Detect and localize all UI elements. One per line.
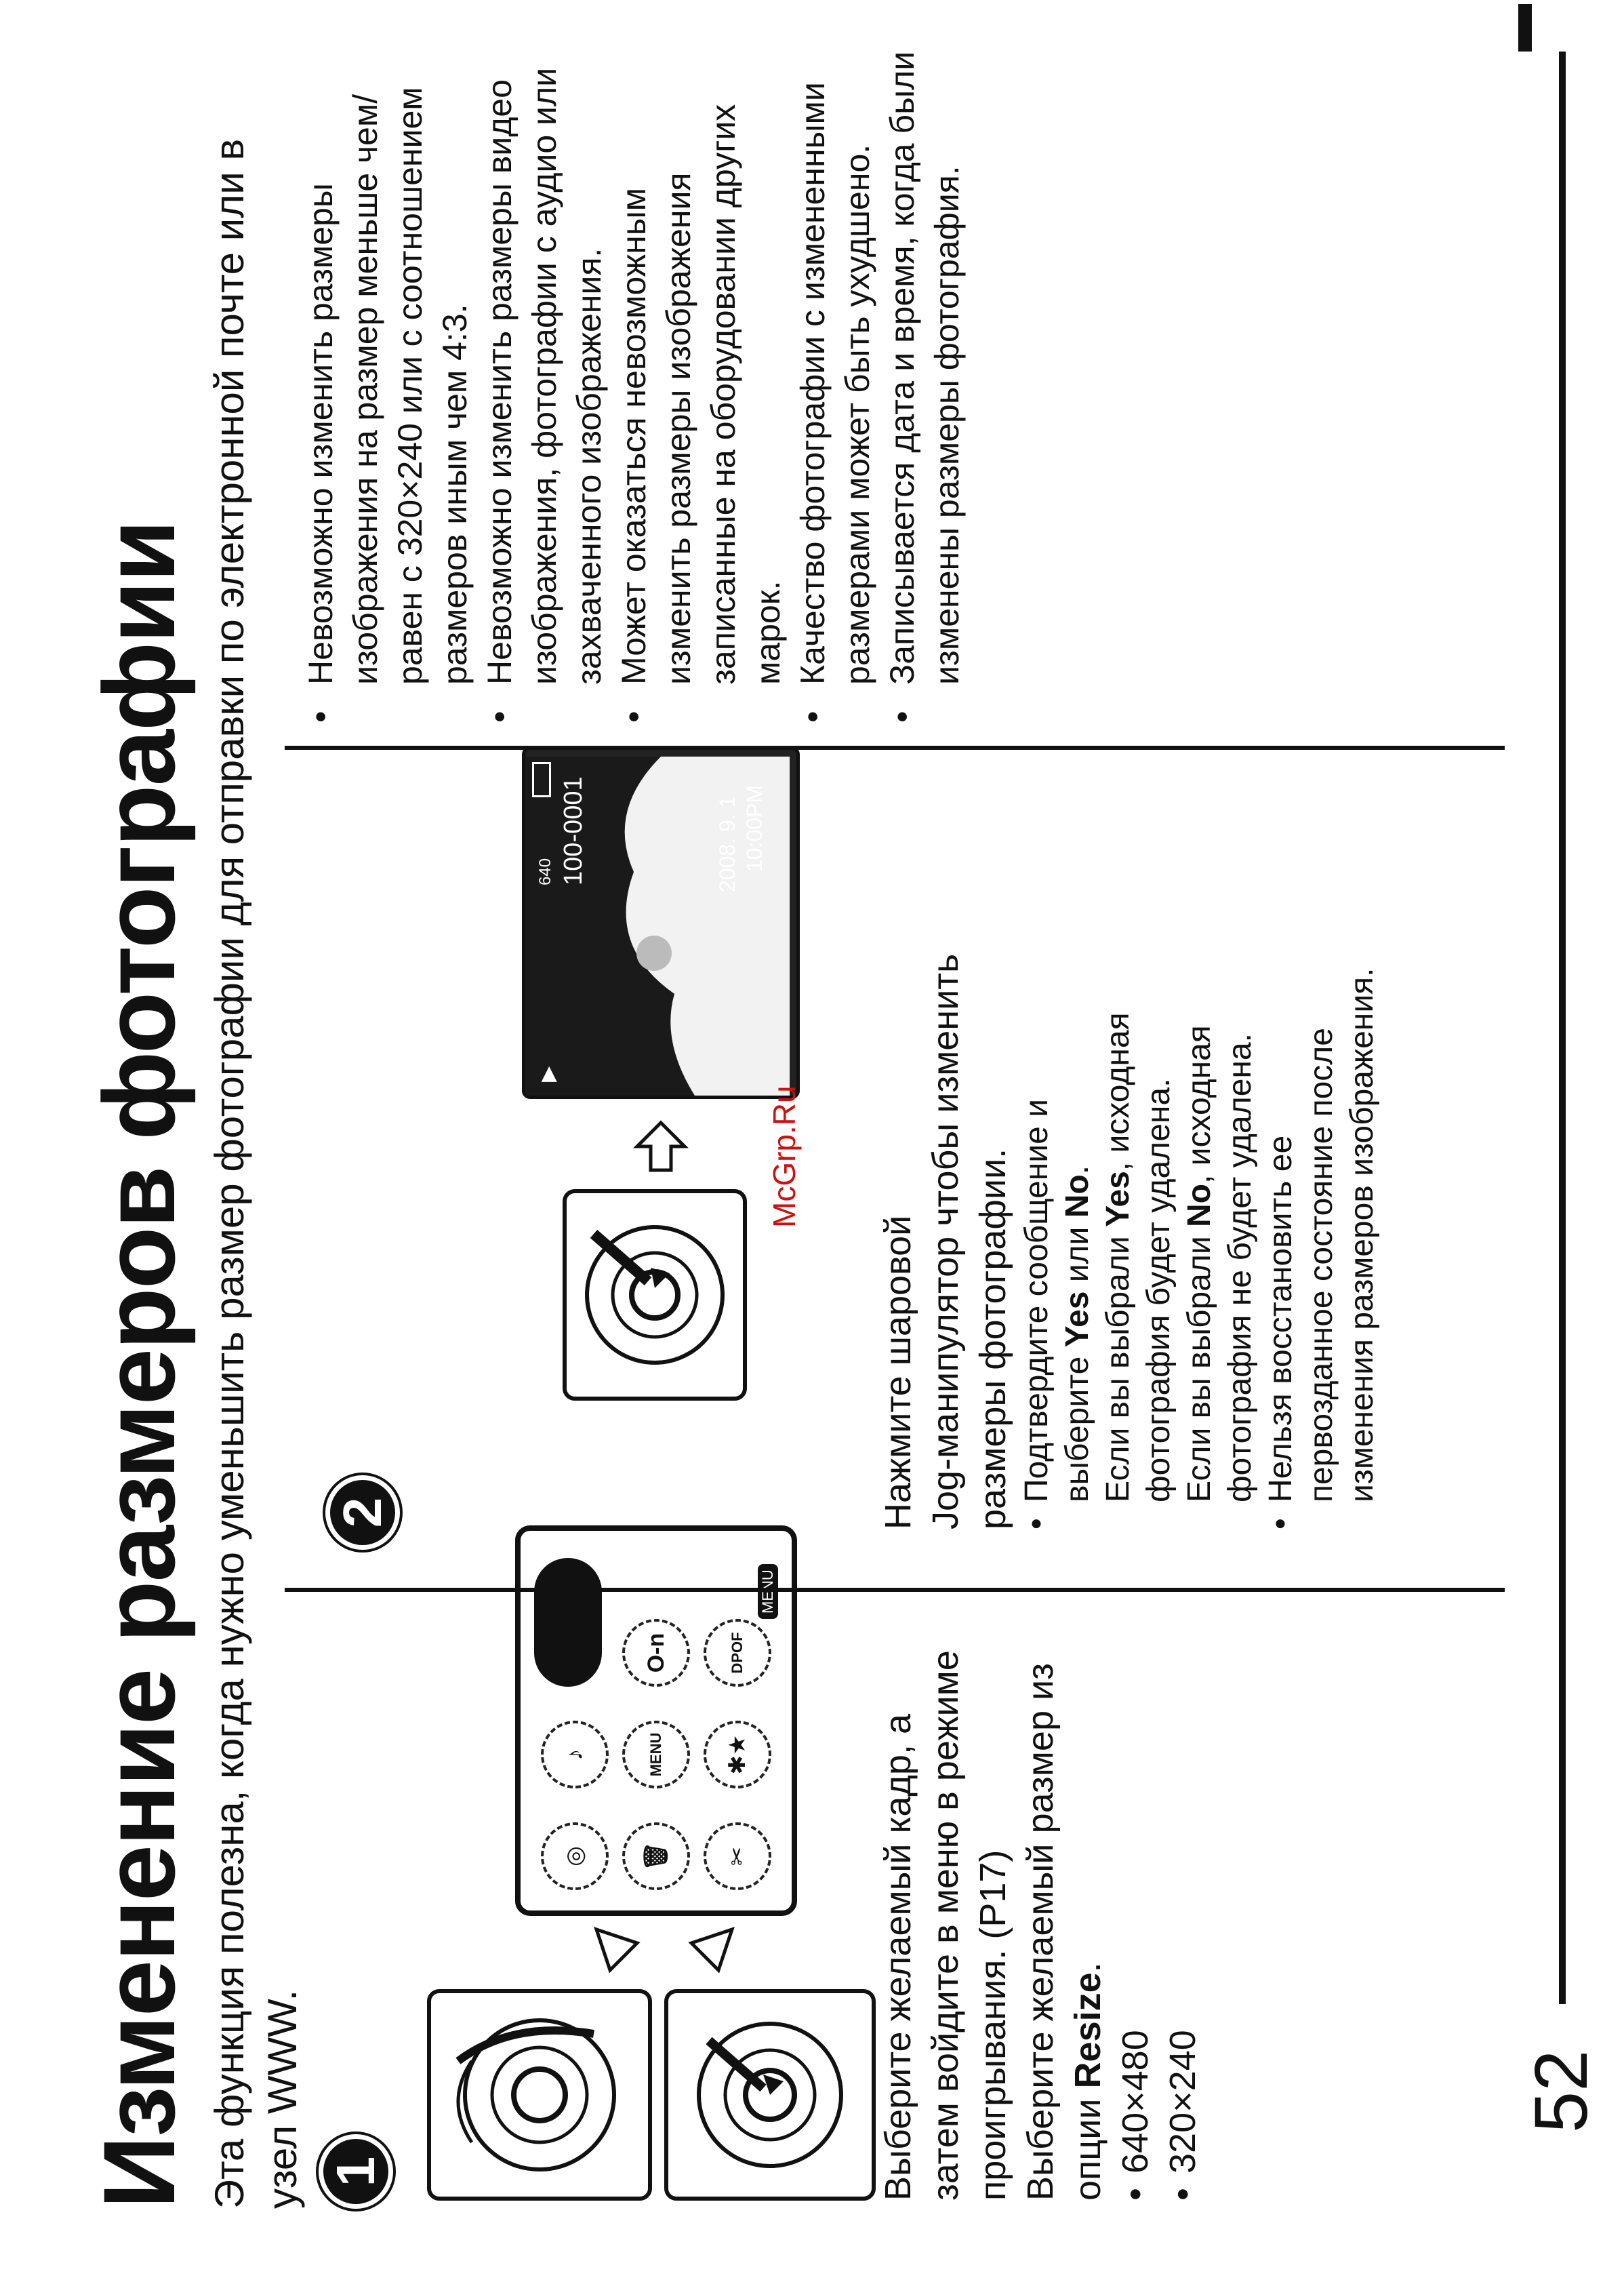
note-line: Качество фотографии с (794, 309, 832, 685)
slideshow-icon: ◎ (541, 1822, 609, 1890)
step-1-line-4: Выберите желаемый размер из (1020, 1663, 1061, 2201)
menu-highlight (534, 1558, 602, 1687)
confirm-line-2 (1057, 811, 1098, 1502)
resize-icon: ✱★ (704, 1721, 771, 1788)
image-size-flag: 640 (536, 858, 554, 885)
size-item: • 640×480 (1112, 1604, 1159, 2201)
jog-dial-press-illustration (563, 1189, 747, 1401)
step-2-line-2: Jog-манипулятор чтобы изменить (925, 953, 966, 1529)
file-number: 100-0001 (559, 776, 588, 885)
no-label: No (1059, 1174, 1095, 1218)
settings-icon: ✂ (704, 1822, 771, 1890)
resize-option: Resize (1068, 1972, 1108, 2089)
text-prefix: Если вы выбрали (1100, 1226, 1136, 1502)
line5-prefix: опции (1068, 2088, 1108, 2201)
photo-time: 10:00PM (742, 784, 767, 872)
text-prefix: выберите (1059, 1347, 1095, 1502)
jog-dial-rotate-icon (668, 1993, 872, 2197)
step-2-badge: 2 (325, 1475, 400, 1550)
step-1-line-1: Выберите желаемый кадр, а (878, 1713, 918, 2201)
note-line: соотношением размеров иным чем (391, 87, 474, 685)
text-prefix: Если вы выбрали (1181, 1226, 1217, 1502)
note-line: аудио или захваченного (525, 67, 608, 685)
watermark: McGrp.Ru (767, 1085, 802, 1228)
column-divider-1 (285, 1588, 1505, 1592)
step-2-text (874, 811, 1383, 1529)
note-line: Записывается дата и время, когда (883, 143, 921, 685)
note-line: были изменены размеры (883, 51, 966, 685)
step-1-line-2: затем войдите в меню в режиме (925, 1650, 966, 2201)
step-1-text (874, 1604, 1206, 2201)
notes-list (298, 31, 969, 723)
note-line: 4:3. (436, 304, 474, 361)
voice-memo-icon: ♪ (541, 1721, 609, 1788)
text-suffix: , исходная (1181, 1025, 1217, 1184)
size-item: • 320×240 (1159, 1604, 1206, 2201)
note-line: фотография. (928, 165, 966, 371)
dpof-icon: DPOF (704, 1619, 771, 1687)
footer-rule (1559, 52, 1566, 2004)
step-2-bullet-confirm (1017, 811, 1261, 1529)
confirm-line-1: • Подтвердите сообщение и (1019, 1099, 1055, 1502)
text-suffix: . (1059, 1165, 1095, 1175)
text-suffix: , исходная (1100, 1012, 1136, 1172)
note-line: Невозможно изменить размеры (302, 183, 340, 685)
note-line: записанные на оборудовании других (704, 104, 742, 685)
note-line: измененными размерами может (794, 82, 876, 685)
column-divider-2 (285, 746, 1505, 750)
confirm-line-4: фотография будет удалена. (1141, 1078, 1177, 1502)
step-2-bullets (1017, 811, 1383, 1529)
photo-date: 2008. 9. 1 (715, 795, 739, 892)
page-number: 52 (1520, 2049, 1603, 2133)
note-line: быть ухудшено. (838, 144, 876, 393)
note-item (611, 31, 790, 723)
protect-icon: O‑n (622, 1619, 690, 1687)
jog-dial-illustration-top (427, 1989, 652, 2201)
no-label: No (1181, 1184, 1217, 1227)
step-1-line-3: проигрывания. (P17) (973, 1849, 1013, 2201)
note-line: Невозможно изменить размеры (481, 183, 519, 685)
note-line: видео изображения, фотографии с (481, 79, 563, 685)
arrow-right-icon (630, 1116, 691, 1177)
battery-icon (532, 762, 551, 797)
note-item (880, 31, 969, 723)
menu-icon: MENU (622, 1721, 690, 1788)
yes-label: Yes (1100, 1171, 1136, 1227)
jog-dial-illustration-bottom (664, 1989, 876, 2201)
note-item (790, 31, 880, 723)
menu-screen-illustration (515, 1525, 797, 1916)
note-line: чем/равен с 320×240 или с (346, 94, 429, 685)
play-icon: ▶ (537, 1066, 559, 1082)
size-list (1112, 1604, 1206, 2201)
step-1-line-5 (1064, 1604, 1112, 2201)
note-item (477, 31, 611, 723)
jog-dial-push-icon (567, 1193, 743, 1397)
step-2-line-3: размеры фотографии. (973, 1148, 1013, 1529)
text-mid: или (1059, 1218, 1095, 1292)
step-2-bullet-restore (1261, 811, 1383, 1529)
step-1-badge: 1 (319, 2134, 393, 2209)
note-line: изменить размеры изображения (659, 172, 697, 685)
note-line: марок. (749, 580, 787, 685)
note-item (298, 31, 477, 723)
delete-icon: 🗑 (622, 1822, 690, 1890)
restore-line-2: первозданное состояние после (1303, 1027, 1339, 1502)
playback-lcd-screen (522, 746, 800, 1099)
page-title: Изменение размеров фотографии (82, 521, 196, 2209)
restore-line-1: • Нельзя восстановить ее (1263, 1135, 1299, 1502)
confirm-line-3 (1098, 811, 1139, 1502)
yes-label: Yes (1059, 1291, 1095, 1348)
note-line: Может оказаться невозможным (615, 187, 653, 685)
note-line: изображения на размер меньше (346, 172, 384, 685)
line5-suffix: . (1068, 1962, 1108, 1973)
corner-bar (1518, 4, 1532, 52)
confirm-line-5 (1179, 811, 1220, 1502)
jog-dial-press-icon (431, 1993, 648, 2197)
confirm-line-6: фотография не будет удалена. (1222, 1033, 1258, 1502)
step-2-line-1: Нажмите шаровой (878, 1215, 918, 1529)
restore-line-3: изменения размеров изображения. (1344, 967, 1380, 1502)
intro-text: Эта функция полезна, когда нужно уменьшить размер фотографии для отправки по электронной почте или в узел WWW. (207, 138, 305, 2209)
note-line: изображения. (570, 247, 608, 465)
notes-column (298, 31, 969, 723)
